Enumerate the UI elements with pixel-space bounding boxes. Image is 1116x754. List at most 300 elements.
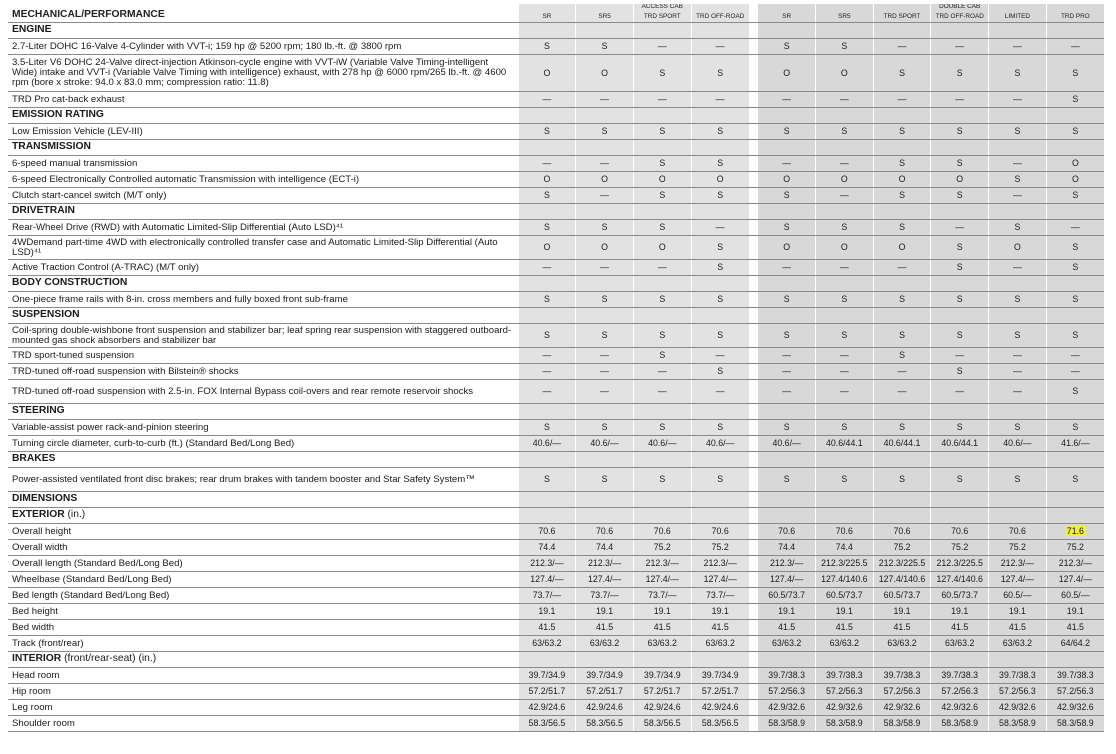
section-title: ENGINE (8, 23, 518, 39)
cell-value: S (717, 262, 724, 273)
empty-cell (691, 108, 749, 124)
cell-value: 212.3/— (1058, 558, 1092, 569)
cell-value: S (659, 350, 666, 361)
group-divider (749, 668, 758, 684)
cell-value: S (956, 67, 963, 78)
cell-value: 212.3/— (587, 558, 622, 569)
cell-value: 63/63.2 (771, 638, 802, 649)
empty-cell (1046, 508, 1104, 524)
cell-value: 60.5/— (1003, 590, 1032, 601)
cell-value: 42.9/32.6 (825, 702, 863, 713)
value-cell (633, 700, 691, 716)
cell-value: 19.1 (951, 606, 969, 617)
value-cell (1046, 292, 1104, 308)
table-row (8, 92, 1104, 108)
cell-value: S (899, 294, 905, 305)
cell-value: S (1072, 422, 1079, 433)
table-row (8, 324, 1104, 348)
empty-cell (989, 452, 1047, 468)
value-cell (758, 524, 816, 540)
section-title: BRAKES (8, 452, 518, 468)
value-cell (576, 420, 634, 436)
cell-value: 42.9/32.6 (768, 702, 805, 713)
value-cell (873, 716, 931, 732)
cell-value: O (658, 174, 666, 185)
empty-cell (1046, 452, 1104, 468)
cell-value: 41.5 (951, 622, 969, 633)
value-cell (691, 572, 749, 588)
cell-value: — (657, 41, 667, 52)
value-cell (931, 572, 989, 588)
section-title-unit: (front/rear-seat) (in.) (61, 653, 157, 665)
value-cell (989, 700, 1047, 716)
empty-cell (1046, 308, 1104, 324)
cell-value: — (782, 158, 792, 169)
cell-value: 58.3/56.5 (701, 718, 739, 729)
feature-label: Head room (8, 668, 518, 684)
cell-value: 75.2 (1008, 542, 1026, 553)
value-cell (1046, 716, 1104, 732)
empty-cell (815, 492, 873, 508)
empty-cell (758, 404, 816, 420)
cell-value: S (841, 474, 848, 485)
cell-value: O (601, 242, 608, 253)
value-cell (815, 588, 873, 604)
cell-value: — (1012, 366, 1022, 377)
value-cell (633, 668, 691, 684)
table-row (8, 436, 1104, 452)
feature-label: Clutch start-cancel switch (M/T only) (8, 188, 518, 204)
value-cell (989, 348, 1047, 364)
table-row (8, 620, 1104, 636)
empty-cell (873, 108, 931, 124)
value-cell (989, 588, 1047, 604)
group-divider (749, 420, 758, 436)
cell-value: O (840, 174, 848, 185)
cell-value: — (657, 386, 667, 397)
value-cell (931, 39, 989, 55)
section-row (8, 308, 1104, 324)
value-cell (1046, 39, 1104, 55)
value-cell (691, 668, 749, 684)
value-cell (873, 620, 931, 636)
cell-value: S (601, 330, 608, 341)
empty-cell (633, 108, 691, 124)
value-cell (989, 420, 1047, 436)
value-cell (758, 364, 816, 380)
value-cell (873, 156, 931, 172)
cell-value: S (1072, 330, 1079, 341)
cell-value: — (1012, 94, 1022, 105)
cell-value: 39.7/38.3 (999, 670, 1036, 681)
group-divider (749, 124, 758, 140)
empty-cell (758, 452, 816, 468)
cell-value: O (783, 67, 791, 78)
table-row (8, 124, 1104, 140)
feature-label: TRD-tuned off-road suspension with 2.5-in. FOX Internal Bypass coil-overs and rear remote reservoir shocks (8, 380, 518, 404)
section-row (8, 452, 1104, 468)
cell-value: 57.2/56.3 (1057, 686, 1094, 697)
cell-value: 58.3/58.9 (883, 718, 921, 729)
cell-value: S (717, 242, 724, 253)
cell-value: S (1014, 422, 1021, 433)
cell-value: S (659, 67, 666, 78)
empty-cell (931, 276, 989, 292)
feature-label: TRD Pro cat-back exhaust (8, 92, 518, 108)
value-cell (633, 380, 691, 404)
cell-value: 19.1 (596, 606, 614, 617)
feature-label: TRD-tuned off-road suspension with Bilstein® shocks (8, 364, 518, 380)
table-row (8, 39, 1104, 55)
col-label: TRD PRO (1060, 12, 1090, 20)
value-cell (633, 364, 691, 380)
cell-value: S (1014, 126, 1021, 137)
cell-value: 39.7/34.9 (701, 670, 739, 681)
value-cell (518, 364, 576, 380)
value-cell (815, 92, 873, 108)
cell-value: S (1072, 126, 1079, 137)
value-cell (518, 188, 576, 204)
empty-cell (576, 108, 634, 124)
value-cell (758, 684, 816, 700)
value-cell (1046, 236, 1104, 260)
value-cell (1046, 556, 1104, 572)
group-divider (749, 220, 758, 236)
empty-cell (815, 652, 873, 668)
feature-label: Active Traction Control (A-TRAC) (M/T only) (8, 260, 518, 276)
empty-cell (1046, 204, 1104, 220)
empty-cell (873, 140, 931, 156)
table-row (8, 468, 1104, 492)
table-row (8, 716, 1104, 732)
cell-value: O (543, 174, 551, 185)
cell-value: 39.7/38.3 (825, 670, 863, 681)
value-cell (815, 636, 873, 652)
value-cell (691, 716, 749, 732)
cell-value: S (1072, 242, 1079, 253)
cell-value: 57.2/56.3 (825, 686, 863, 697)
value-cell (691, 540, 749, 556)
empty-cell (931, 508, 989, 524)
cell-value: — (600, 366, 609, 377)
cell-value: S (783, 330, 790, 341)
value-cell (989, 39, 1047, 55)
empty-cell (633, 23, 691, 39)
value-cell (576, 700, 634, 716)
cell-value: S (783, 294, 790, 305)
cell-value: 41.5 (835, 622, 853, 633)
col-header-double-sr5 (815, 4, 873, 23)
value-cell (931, 260, 989, 276)
value-cell (633, 188, 691, 204)
value-cell (873, 684, 931, 700)
cell-value: 39.7/38.3 (883, 670, 921, 681)
value-cell (989, 172, 1047, 188)
col-header-access-sr5 (576, 4, 634, 23)
cell-value: S (899, 67, 905, 78)
cell-value: 60.5/73.7 (825, 590, 863, 601)
empty-cell (691, 492, 749, 508)
cell-value: S (841, 330, 848, 341)
cell-value: O (543, 242, 551, 253)
value-cell (576, 604, 634, 620)
value-cell (576, 556, 634, 572)
cell-value: O (1071, 174, 1079, 185)
empty-cell (758, 652, 816, 668)
cell-value: 70.6 (1008, 526, 1026, 537)
cell-value: — (839, 262, 849, 273)
value-cell (815, 260, 873, 276)
value-cell (576, 92, 634, 108)
value-cell (989, 716, 1047, 732)
cell-value: 57.2/51.7 (586, 686, 623, 697)
empty-cell (931, 308, 989, 324)
value-cell (576, 324, 634, 348)
cell-value: 42.9/32.6 (941, 702, 979, 713)
value-cell (633, 684, 691, 700)
value-cell (931, 588, 989, 604)
table-row (8, 572, 1104, 588)
cell-value: S (1014, 474, 1021, 485)
cell-value: — (542, 94, 552, 105)
value-cell (989, 636, 1047, 652)
cell-value: S (956, 242, 963, 253)
empty-cell (815, 204, 873, 220)
table-row (8, 236, 1104, 260)
empty-cell (691, 140, 749, 156)
table-row (8, 260, 1104, 276)
col-label: SR5 (838, 12, 851, 20)
value-cell (989, 556, 1047, 572)
cell-value: 212.3/— (770, 558, 804, 569)
empty-cell (873, 404, 931, 420)
value-cell (758, 556, 816, 572)
cell-value: 74.4 (596, 542, 614, 553)
empty-cell (873, 23, 931, 39)
group-divider (749, 436, 758, 452)
cell-value: 39.7/38.3 (768, 670, 805, 681)
cell-value: — (715, 350, 725, 361)
value-cell (758, 260, 816, 276)
cell-value: O (783, 174, 791, 185)
cell-value: 212.3/— (530, 558, 564, 569)
value-cell (931, 156, 989, 172)
empty-cell (576, 140, 634, 156)
value-cell (518, 436, 576, 452)
cell-value: 41.5 (893, 622, 911, 633)
cell-value: 40.6/— (590, 438, 619, 449)
cell-value: 40.6/44.1 (883, 438, 921, 449)
value-cell (873, 92, 931, 108)
value-cell (691, 604, 749, 620)
value-cell (518, 324, 576, 348)
cell-value: — (542, 350, 552, 361)
value-cell (1046, 572, 1104, 588)
cell-value: — (839, 350, 849, 361)
value-cell (633, 172, 691, 188)
value-cell (691, 636, 749, 652)
value-cell (633, 572, 691, 588)
empty-cell (989, 23, 1047, 39)
col-header-double-trd-pro (1046, 4, 1104, 23)
section-title (8, 652, 518, 668)
value-cell (873, 172, 931, 188)
cell-value: 212.3/— (645, 558, 679, 569)
value-cell (815, 188, 873, 204)
cell-value: 63/63.2 (1002, 638, 1033, 649)
cell-value: 41.5 (1008, 622, 1026, 633)
value-cell (691, 620, 749, 636)
value-cell (691, 556, 749, 572)
empty-cell (931, 140, 989, 156)
cell-value: S (717, 330, 724, 341)
section-row (8, 508, 1104, 524)
cell-value: 127.4/140.6 (821, 574, 868, 585)
col-header-double-sr (758, 4, 816, 23)
group-divider (749, 172, 758, 188)
value-cell (576, 668, 634, 684)
cell-value: S (899, 350, 905, 361)
cell-value: 63/63.2 (705, 638, 735, 649)
cell-value: O (716, 174, 724, 185)
value-cell (873, 324, 931, 348)
value-cell (1046, 604, 1104, 620)
value-cell (873, 348, 931, 364)
value-cell (1046, 700, 1104, 716)
cell-value: S (601, 422, 608, 433)
value-cell (989, 236, 1047, 260)
empty-cell (758, 140, 816, 156)
cell-value: S (717, 294, 724, 305)
empty-cell (633, 492, 691, 508)
value-cell (576, 348, 634, 364)
feature-label: Turning circle diameter, curb-to-curb (ft.) (Standard Bed/Long Bed) (8, 436, 518, 452)
table-row (8, 668, 1104, 684)
value-cell (873, 364, 931, 380)
group-divider (749, 308, 758, 324)
value-cell (691, 684, 749, 700)
table-row (8, 380, 1104, 404)
value-cell (989, 668, 1047, 684)
empty-cell (518, 23, 576, 39)
value-cell (518, 668, 576, 684)
cell-value: 127.4/— (1000, 574, 1035, 585)
value-cell (518, 468, 576, 492)
cell-value: S (601, 41, 608, 52)
group-divider (749, 276, 758, 292)
empty-cell (633, 276, 691, 292)
value-cell (931, 124, 989, 140)
feature-label: Variable-assist power rack-and-pinion steering (8, 420, 518, 436)
value-cell (873, 220, 931, 236)
group-divider (749, 260, 758, 276)
cell-value: 57.2/51.7 (643, 686, 681, 697)
group-divider (749, 540, 758, 556)
value-cell (873, 380, 931, 404)
empty-cell (691, 204, 749, 220)
cell-value: S (659, 330, 666, 341)
value-cell (873, 636, 931, 652)
value-cell (815, 220, 873, 236)
cell-value: 39.7/34.9 (586, 670, 623, 681)
value-cell (931, 324, 989, 348)
feature-label: Low Emission Vehicle (LEV-III) (8, 124, 518, 140)
cell-value: 42.9/24.6 (701, 702, 739, 713)
empty-cell (576, 492, 634, 508)
empty-cell (758, 204, 816, 220)
cell-value: 64/64.2 (1060, 638, 1091, 649)
value-cell (873, 604, 931, 620)
value-cell (989, 220, 1047, 236)
cell-value: 127.4/— (530, 574, 564, 585)
value-cell (815, 236, 873, 260)
value-cell (633, 292, 691, 308)
value-cell (1046, 220, 1104, 236)
value-cell (633, 420, 691, 436)
cell-value: 40.6/— (1003, 438, 1032, 449)
table-row (8, 420, 1104, 436)
table-row (8, 540, 1104, 556)
value-cell (989, 156, 1047, 172)
value-cell (931, 348, 989, 364)
cell-value: S (1072, 474, 1079, 485)
cell-value: S (899, 330, 905, 341)
cell-value: S (1014, 174, 1021, 185)
cell-value: S (1072, 190, 1079, 201)
cell-value: S (956, 294, 963, 305)
cell-value: 57.2/56.3 (941, 686, 979, 697)
col-header-access-trd-off-road (691, 4, 749, 23)
empty-cell (758, 508, 816, 524)
cell-value: — (715, 222, 725, 233)
value-cell (873, 39, 931, 55)
value-cell (518, 220, 576, 236)
value-cell (989, 55, 1047, 92)
empty-cell (931, 492, 989, 508)
cell-value: 39.7/34.9 (643, 670, 681, 681)
value-cell (931, 172, 989, 188)
group-divider (749, 700, 758, 716)
value-cell (989, 572, 1047, 588)
empty-cell (576, 452, 634, 468)
group-divider (749, 468, 758, 492)
cell-value: S (841, 422, 848, 433)
value-cell (576, 636, 634, 652)
cell-value: 41.5 (596, 622, 614, 633)
value-cell (758, 468, 816, 492)
empty-cell (518, 276, 576, 292)
cell-value: 40.6/— (706, 438, 735, 449)
cell-value: 74.4 (778, 542, 796, 553)
empty-cell (518, 108, 576, 124)
value-cell (691, 188, 749, 204)
value-cell (633, 348, 691, 364)
cell-value: — (1070, 366, 1080, 377)
cell-value: — (600, 350, 609, 361)
section-row (8, 108, 1104, 124)
value-cell (633, 716, 691, 732)
empty-cell (815, 508, 873, 524)
value-cell (518, 260, 576, 276)
value-cell (691, 468, 749, 492)
empty-cell (758, 276, 816, 292)
cell-value: 58.3/58.9 (999, 718, 1036, 729)
cell-value: — (782, 350, 792, 361)
cell-value: 19.1 (778, 606, 796, 617)
value-cell (518, 124, 576, 140)
value-cell (989, 620, 1047, 636)
value-cell (989, 292, 1047, 308)
